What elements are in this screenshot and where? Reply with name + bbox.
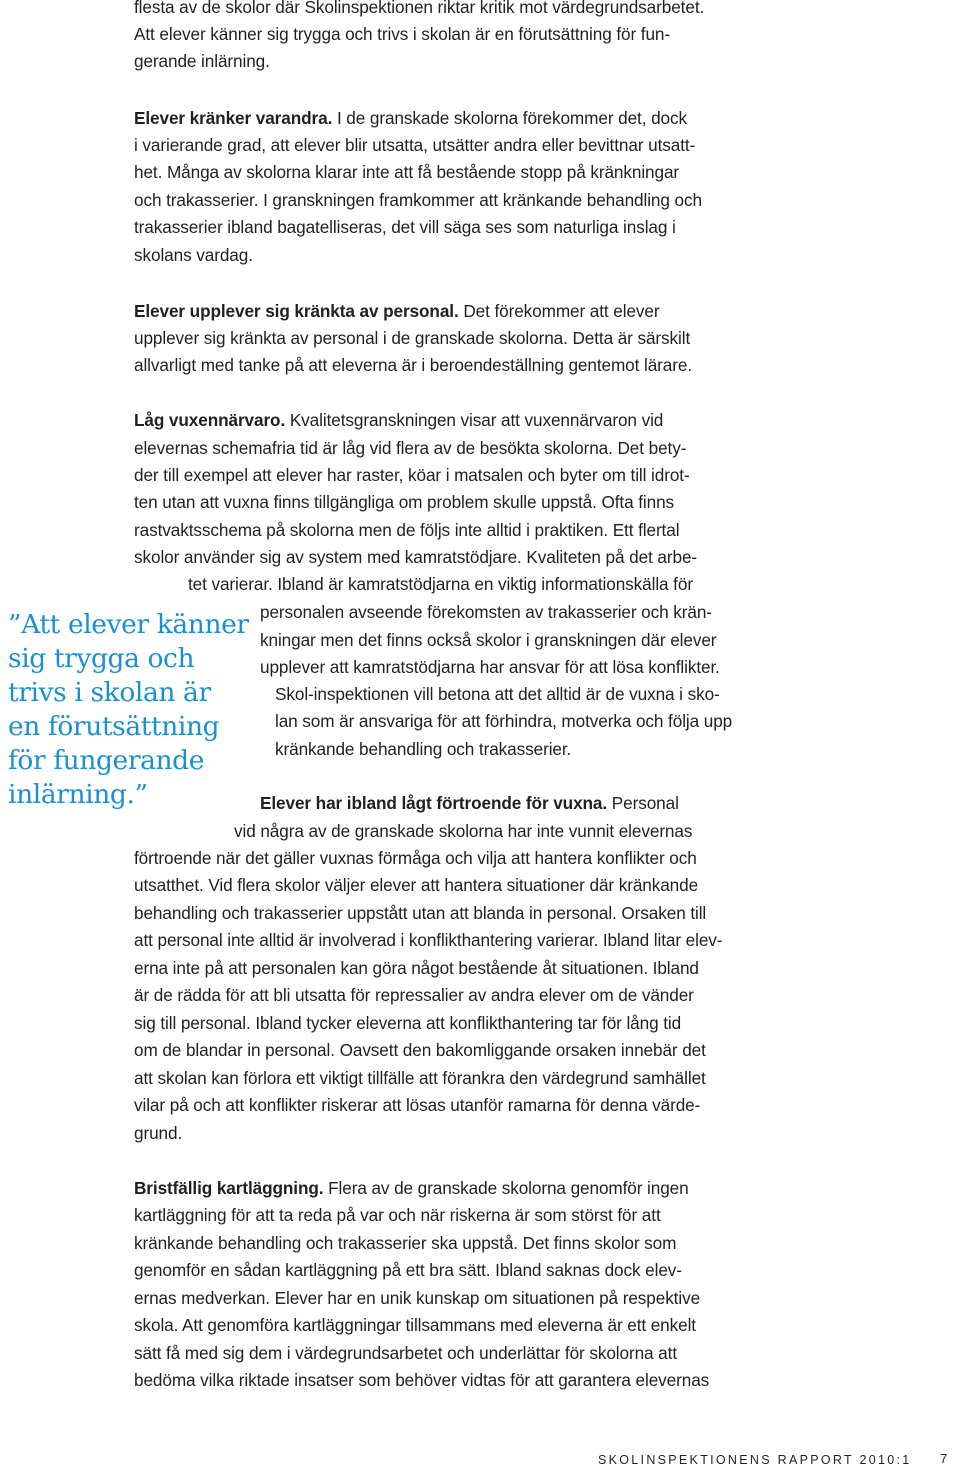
text-line: att skolan kan förlora ett viktigt tillfälle att förankra den värdegrund samhället [134, 1068, 706, 1088]
text-line: och trakasserier. I granskningen framkommer att kränkande behandling och [134, 190, 702, 210]
text-line: trakasserier ibland bagatelliseras, det vill säga ses som naturliga inslag i [134, 217, 676, 237]
text-line: erna inte på att personalen kan göra något bestående åt situationen. Ibland [134, 958, 699, 978]
text-line: kränkande behandling och trakasserier. [275, 739, 572, 759]
text-line: skolor använder sig av system med kamratstödjare. Kvaliteten på det arbe- [134, 547, 698, 567]
text-line: kränkande behandling och trakasserier ska uppstå. Det finns skolor som [134, 1233, 677, 1253]
text-line: kningar men det finns också skolor i granskningen där elever [260, 630, 717, 650]
text-line: är de rädda för att bli utsatta för repressalier av andra elever om de vänder [134, 985, 694, 1005]
text-line: tet varierar. Ibland är kamratstödjarna en viktig informationskälla för [188, 574, 693, 594]
text-line: upplever sig kränkta av personal i de granskade skolorna. Detta är särskilt [134, 328, 691, 348]
paragraph-heading: Elever har ibland lågt förtroende för vuxna. [260, 793, 608, 813]
page-number: 7 [940, 1451, 948, 1466]
text-line: personalen avseende förekomsten av trakasserier och krän- [260, 602, 712, 622]
text-line: sätt få med sig dem i värdegrundsarbetet och underlättar för skolorna att [134, 1343, 677, 1363]
footer-publication: SKOLINSPEKTIONENS RAPPORT 2010:1 [598, 1453, 912, 1467]
text-line: Flera av de granskade skolorna genomför ingen [323, 1178, 689, 1198]
text-line: ten utan att vuxna finns tillgängliga om problem skulle uppstå. Ofta finns [134, 492, 675, 512]
text-line: upplever att kamratstödjarna har ansvar för att lösa konflikter. [260, 657, 720, 677]
pull-quote-line: inlärning.” [8, 779, 148, 810]
paragraph-heading: Elever upplever sig kränkta av personal. [134, 301, 459, 321]
text-line: sig till personal. Ibland tycker eleverna att konflikthantering tar för lång tid [134, 1013, 682, 1033]
paragraph-heading: Låg vuxennärvaro. [134, 410, 286, 430]
pull-quote-line: trivs i skolan är [8, 677, 211, 708]
text-line: om de blandar in personal. Oavsett den bakomliggande orsaken innebär det [134, 1040, 706, 1060]
text-line: bedöma vilka riktade insatser som behöver vidtas för att garantera elevernas [134, 1370, 710, 1390]
pull-quote-line: en förutsättning [8, 711, 220, 742]
text-line: förtroende när det gäller vuxnas förmåga och vilja att hantera konflikter och [134, 848, 697, 868]
text-line: rastvaktsschema på skolorna men de följs inte alltid i praktiken. Ett flertal [134, 520, 680, 540]
text-line: elevernas schemafria tid är låg vid flera av de besökta skolorna. Det bety- [134, 438, 687, 458]
text-line: ernas medverkan. Elever har en unik kunskap om situationen på respektive [134, 1288, 701, 1308]
text-line: vilar på och att konflikter riskerar att lösas utanför ramarna för denna värde- [134, 1095, 701, 1115]
pull-quote [8, 608, 249, 812]
text-line: Det förekommer att elever [458, 301, 660, 321]
text-line: lan som är ansvariga för att förhindra, motverka och följa upp [275, 711, 733, 731]
paragraph-heading: Bristfällig kartläggning. [134, 1178, 324, 1198]
text-line: gerande inlärning. [134, 51, 270, 71]
text-line: Att elever känner sig trygga och trivs i skolan är en förutsättning för fun- [134, 24, 670, 44]
text-line: flesta av de skolor där Skolinspektionen riktar kritik mot värdegrundsarbetet. [134, 0, 705, 17]
text-line: genomför en sådan kartläggning på ett bra sätt. Ibland saknas dock elev- [134, 1260, 682, 1280]
pull-quote-line: för fungerande [8, 745, 205, 776]
text-line: vid några av de granskade skolorna har inte vunnit elevernas [234, 821, 693, 841]
text-line: skolans vardag. [134, 245, 253, 265]
text-line: I de granskade skolorna förekommer det, dock [332, 108, 687, 128]
text-line: der till exempel att elever har raster, köar i matsalen och byter om till idrot- [134, 465, 690, 485]
text-line: het. Många av skolorna klarar inte att få bestående stopp på kränkningar [134, 162, 680, 182]
text-line: i varierande grad, att elever blir utsatta, utsätter andra eller bevittnar utsatt- [134, 135, 696, 155]
text-line: behandling och trakasserier uppstått utan att blanda in personal. Orsaken till [134, 903, 707, 923]
pull-quote-line: ”Att elever känner [8, 609, 249, 640]
text-line: Kvalitetsgranskningen visar att vuxennärvaron vid [285, 410, 664, 430]
text-line: kartläggning för att ta reda på var och när riskerna är som störst för att [134, 1205, 661, 1225]
text-line: Personal [607, 793, 679, 813]
text-line: att personal inte alltid är involverad i konflikthantering varierar. Ibland litar elev- [134, 930, 723, 950]
text-line: utsatthet. Vid flera skolor väljer elever att hantera situationer där kränkande [134, 875, 699, 895]
text-line: skola. Att genomföra kartläggningar tillsammans med eleverna är ett enkelt [134, 1315, 696, 1335]
pull-quote-line: sig trygga och [8, 643, 195, 674]
text-line: Skol-inspektionen vill betona att det alltid är de vuxna i sko- [275, 684, 720, 704]
text-line: grund. [134, 1123, 183, 1143]
paragraph-heading: Elever kränker varandra. [134, 108, 333, 128]
text-line: allvarligt med tanke på att eleverna är i beroendeställning gentemot lärare. [134, 355, 693, 375]
